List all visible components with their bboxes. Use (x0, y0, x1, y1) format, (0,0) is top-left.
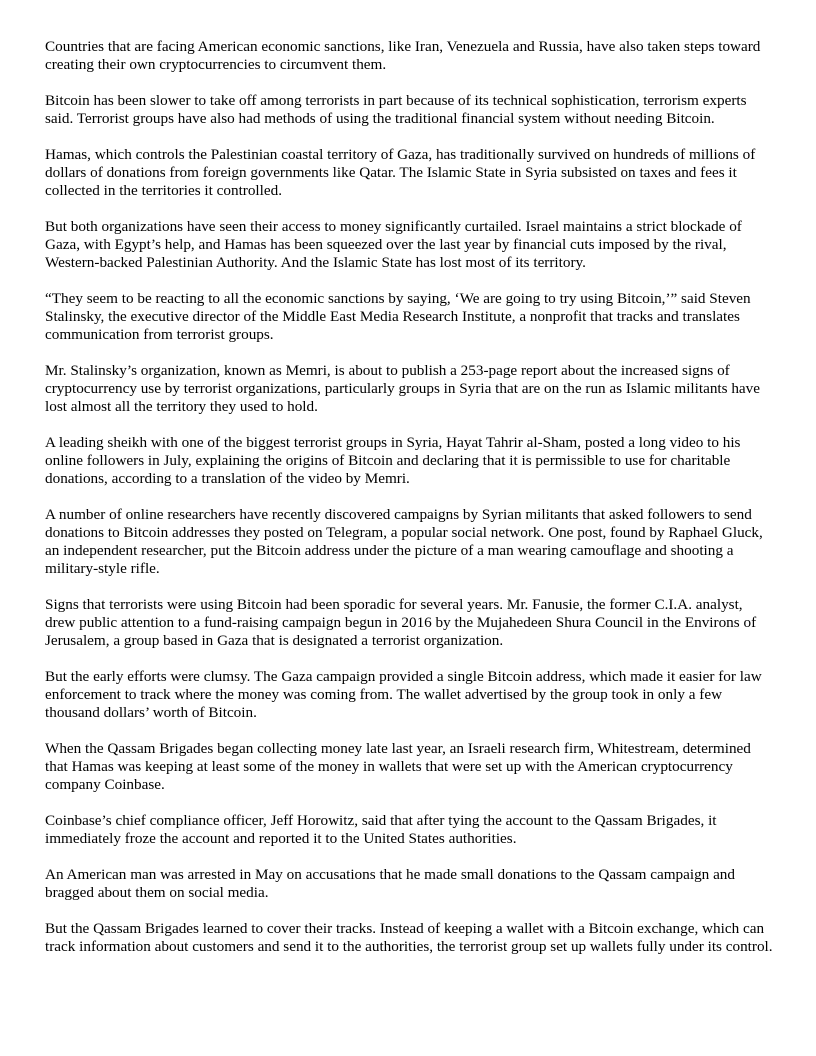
paragraph-7: A leading sheikh with one of the biggest terrorist groups in Syria, Hayat Tahrir al-Sham, posted a long video to his online followers in July, explaining the origins of Bitcoin and declaring that it is permissible to use for charitable donations, according to a translation of the video by Memri. (45, 434, 741, 487)
paragraph-9: Signs that terrorists were using Bitcoin had been sporadic for several years. Mr. Fanusie, the former C.I.A. analyst, drew public attention to a fund-raising campaign begun in 2016 by the Mujahedeen Shura Council in the Environs of Jerusalem, a group based in Gaza that is designated a terrorist organization. (45, 596, 757, 649)
paragraph-3: Hamas, which controls the Palestinian coastal territory of Gaza, has traditionally survived on hundreds of millions of dollars of donations from foreign governments like Qatar. The Islamic State in Syria subsisted on taxes and fees it collected in the territories it controlled. (45, 146, 756, 199)
paragraph-11: When the Qassam Brigades began collecting money late last year, an Israeli research firm, Whitestream, determined that Hamas was keeping at least some of the money in wallets that were set up with the American cryptocurrency company Coinbase. (45, 740, 751, 793)
paragraph-13: An American man was arrested in May on accusations that he made small donations to the Qassam campaign and bragged about them on social media. (45, 866, 735, 901)
paragraph-14: But the Qassam Brigades learned to cover their tracks. Instead of keeping a wallet with a Bitcoin exchange, which can track information about customers and send it to the authorities, the terrorist group set up wallets fully under its control. (45, 920, 773, 955)
paragraph-5: “They seem to be reacting to all the economic sanctions by saying, ‘We are going to try using Bitcoin,’” said Steven Stalinsky, the executive director of the Middle East Media Research Institute, a nonprofit that tracks and translates communication from terrorist groups. (45, 290, 751, 343)
paragraph-12: Coinbase’s chief compliance officer, Jeff Horowitz, said that after tying the account to the Qassam Brigades, it immediately froze the account and reported it to the United States authorities. (45, 812, 717, 847)
paragraph-6: Mr. Stalinsky’s organization, known as Memri, is about to publish a 253-page report about the increased signs of cryptocurrency use by terrorist organizations, particularly groups in Syria that are on the run as Islamic militants have lost almost all the territory they used to hold. (45, 362, 761, 415)
paragraph-1: Countries that are facing American economic sanctions, like Iran, Venezuela and Russia, have also taken steps toward creating their own cryptocurrencies to circumvent them. (45, 38, 761, 73)
paragraph-10: But the early efforts were clumsy. The Gaza campaign provided a single Bitcoin address, which made it easier for law enforcement to track where the money was coming from. The wallet advertised by the group took in only a few thousand dollars’ worth of Bitcoin. (45, 668, 762, 721)
paragraph-4: But both organizations have seen their access to money significantly curtailed. Israel maintains a strict blockade of Gaza, with Egypt’s help, and Hamas has been squeezed over the last year by financial cuts imposed by the rival, Western-backed Palestinian Authority. And the Islamic State has lost most of its territory. (45, 218, 742, 271)
paragraph-8: A number of online researchers have recently discovered campaigns by Syrian militants that asked followers to send donations to Bitcoin addresses they posted on Telegram, a popular social network. One post, found by Raphael Gluck, an independent researcher, put the Bitcoin address under the picture of a man wearing camouflage and shooting a military-style rifle. (45, 506, 763, 577)
document-page (45, 38, 775, 974)
paragraph-2: Bitcoin has been slower to take off among terrorists in part because of its technical sophistication, terrorism experts said. Terrorist groups have also had methods of using the traditional financial system without needing Bitcoin. (45, 92, 747, 127)
